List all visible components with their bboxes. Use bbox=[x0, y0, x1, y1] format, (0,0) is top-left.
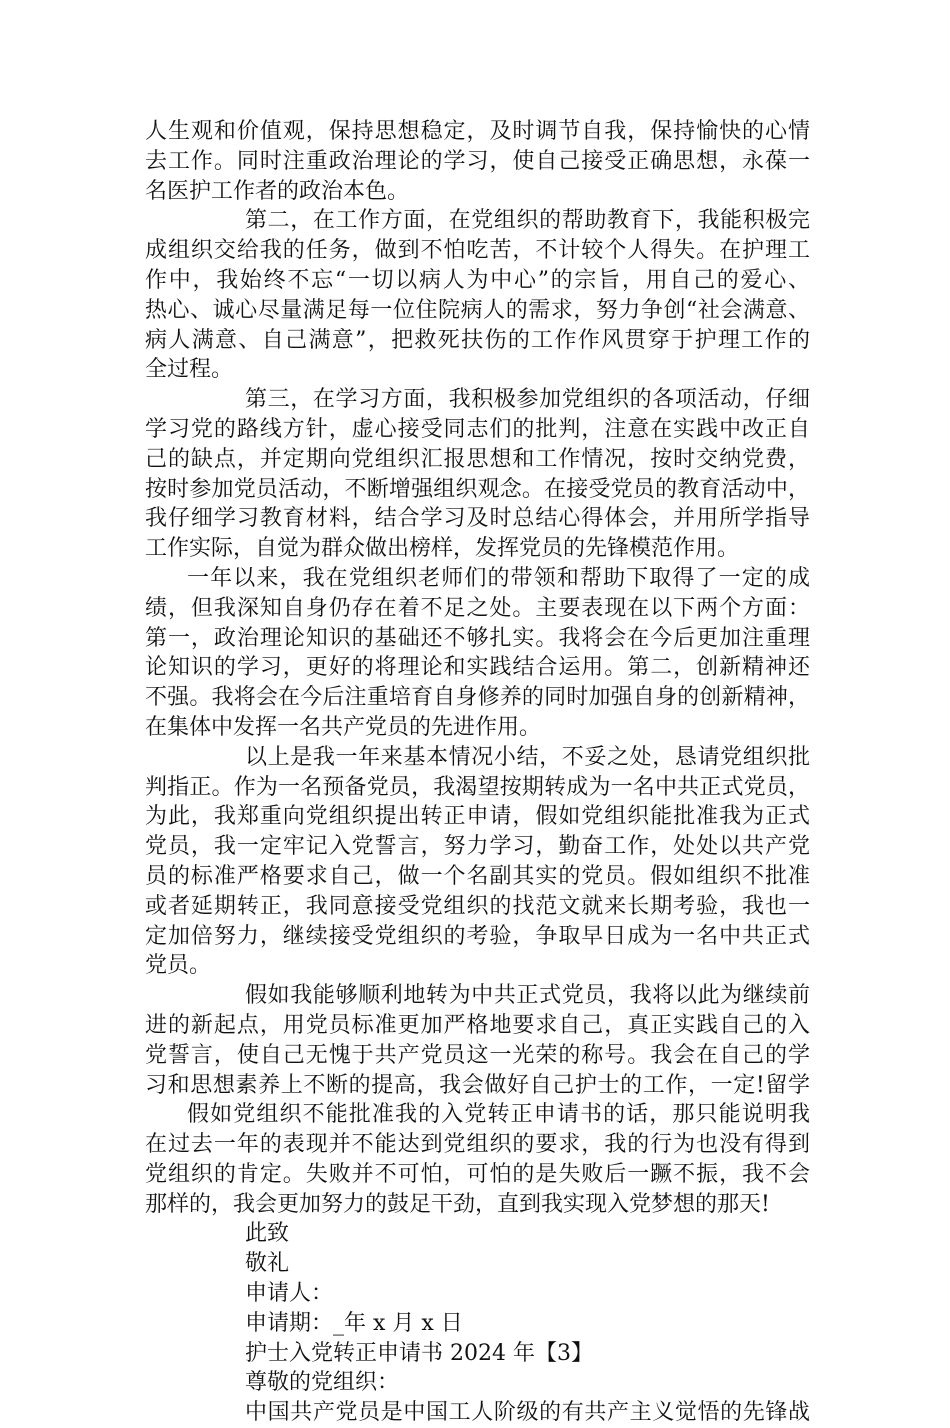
text-line: 热心、诚心尽量满足每一位住院病人的需求，努力争创“社会满意、 bbox=[145, 297, 810, 323]
text-line: 在过去一年的表现并不能达到党组织的要求，我的行为也没有得到 bbox=[145, 1132, 810, 1158]
text-line: 病人满意、自己满意”，把救死扶伤的工作作风贯穿于护理工作的 bbox=[145, 327, 810, 353]
text-line: 为此，我郑重向党组织提出转正申请，假如党组织能批准我为正式 bbox=[145, 804, 810, 830]
text-line: 进的新起点，用党员标准更加严格地要求自己，真正实践自己的入 bbox=[145, 1012, 810, 1038]
text-line: 在集体中发挥一名共产党员的先进作用。 bbox=[145, 714, 542, 740]
text-line: 定加倍努力，继续接受党组织的考验，争取早日成为一名中共正式 bbox=[145, 923, 810, 949]
text-line: 申请期：_年 x 月 x 日 bbox=[245, 1310, 463, 1336]
text-line: 党员。 bbox=[145, 953, 212, 979]
text-line: 敬礼 bbox=[245, 1251, 290, 1277]
text-line: 申请人： bbox=[245, 1281, 334, 1307]
text-line: 尊敬的党组织： bbox=[245, 1370, 400, 1396]
text-line: 护士入党转正申请书 2024 年【3】 bbox=[245, 1340, 593, 1366]
text-line: 人生观和价值观，保持思想稳定，及时调节自我，保持愉快的心情 bbox=[145, 119, 810, 144]
text-line: 以上是我一年来基本情况小结，不妥之处，恳请党组织批 bbox=[245, 744, 810, 770]
text-line: 此致 bbox=[245, 1221, 290, 1247]
text-line: 去工作。同时注重政治理论的学习，使自己接受正确思想，永葆一 bbox=[145, 148, 810, 174]
text-line: 工作实际，自觉为群众做出榜样，发挥党员的先锋模范作用。 bbox=[145, 536, 740, 562]
text-line: 党员，我一定牢记入党誓言，努力学习，勤奋工作，处处以共产党 bbox=[145, 834, 810, 860]
text-line: 绩，但我深知自身仍存在着不足之处。主要表现在以下两个方面： bbox=[145, 595, 810, 621]
text-line: 名医护工作者的政治本色。 bbox=[145, 178, 410, 204]
text-line: 成组织交给我的任务，做到不怕吃苦，不计较个人得失。在护理工 bbox=[145, 238, 810, 264]
text-line: 全过程。 bbox=[145, 357, 234, 383]
text-line: 党誓言，使自己无愧于共产党员这一光荣的称号。我会在自己的学 bbox=[145, 1042, 810, 1068]
text-line: 判指正。作为一名预备党员，我渴望按期转成为一名中共正式党员， bbox=[145, 774, 810, 800]
text-line: 党组织的肯定。失败并不可怕，可怕的是失败后一蹶不振，我不会 bbox=[145, 1161, 810, 1187]
text-line: 第二，在工作方面，在党组织的帮助教育下，我能积极完 bbox=[245, 208, 810, 234]
text-line: 或者延期转正，我同意接受党组织的找范文就来长期考验，我也一 bbox=[145, 893, 810, 919]
text-line: 我仔细学习教育材料，结合学习及时总结心得体会，并用所学指导 bbox=[145, 506, 810, 532]
text-line: 假如我能够顺利地转为中共正式党员，我将以此为继续前 bbox=[245, 983, 810, 1009]
text-line: 一年以来，我在党组织老师们的带领和帮助下取得了一定的成 bbox=[187, 565, 810, 591]
text-line: 不强。我将会在今后注重培育自身修养的同时加强自身的创新精神， bbox=[145, 685, 810, 711]
text-line: 己的缺点，并定期向党组织汇报思想和工作情况，按时交纳党费， bbox=[145, 446, 810, 472]
text-line: 假如党组织不能批准我的入党转正申请书的话，那只能说明我 bbox=[187, 1102, 810, 1128]
text-line: 作中，我始终不忘“一切以病人为中心”的宗旨，用自己的爱心、 bbox=[145, 267, 810, 293]
document-body bbox=[145, 117, 810, 1428]
text-line: 第三，在学习方面，我积极参加党组织的各项活动，仔细 bbox=[245, 387, 810, 413]
text-line: 习和思想素养上不断的提高，我会做好自己护士的工作，一定!留学 bbox=[145, 1072, 810, 1098]
text-line: 按时参加党员活动，不断增强组织观念。在接受党员的教育活动中， bbox=[145, 476, 810, 502]
text-line: 员的标准严格要求自己，做一个名副其实的党员。假如组织不批准 bbox=[145, 863, 810, 889]
text-line: 第一，政治理论知识的基础还不够扎实。我将会在今后更加注重理 bbox=[145, 625, 810, 651]
text-line: 论知识的学习，更好的将理论和实践结合运用。第二，创新精神还 bbox=[145, 655, 810, 681]
text-line: 学习党的路线方针，虚心接受同志们的批判，注意在实践中改正自 bbox=[145, 416, 810, 442]
text-line: 那样的，我会更加努力的鼓足干劲，直到我实现入党梦想的那天! bbox=[145, 1191, 770, 1217]
text-line: 中国共产党员是中国工人阶级的有共产主义觉悟的先锋战 bbox=[245, 1400, 810, 1426]
